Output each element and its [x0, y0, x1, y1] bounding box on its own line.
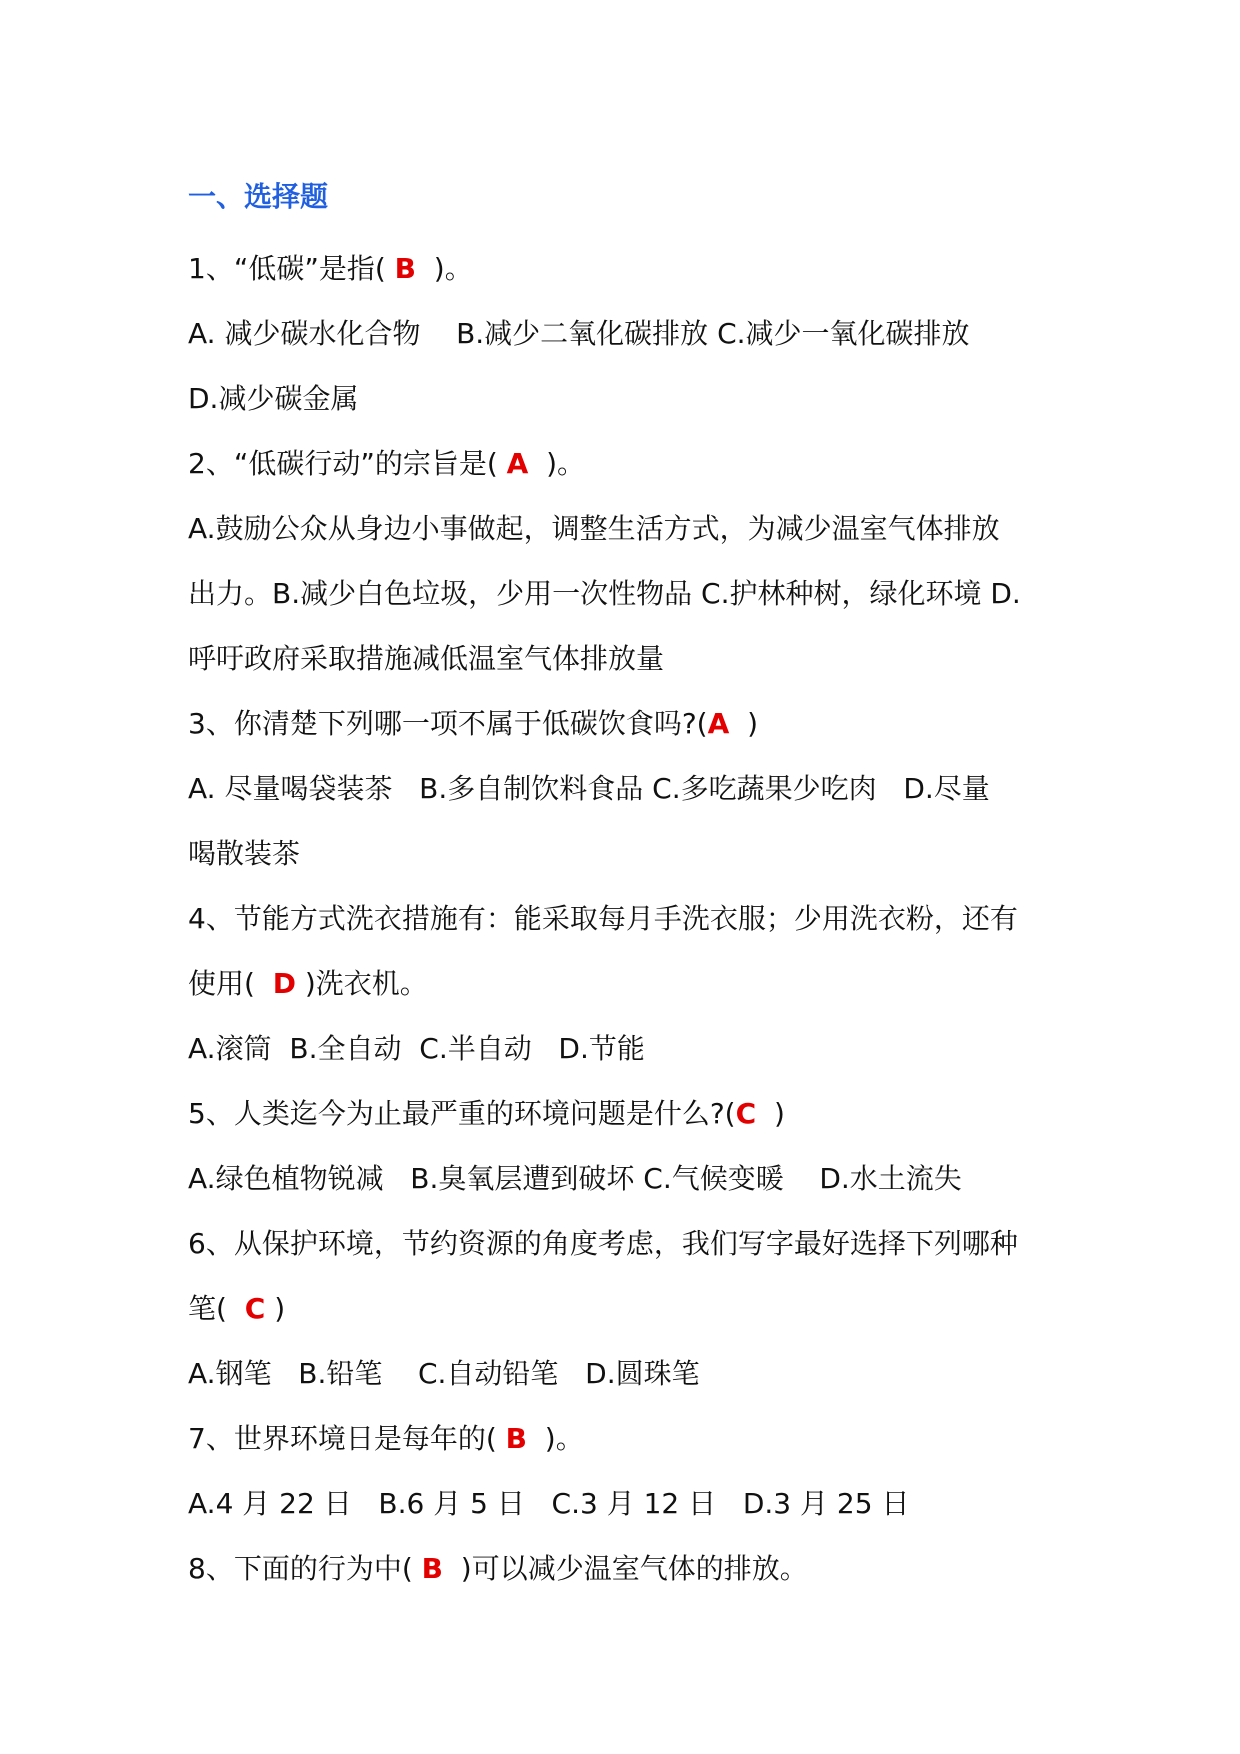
question-stem [188, 886, 1088, 951]
document-page [188, 172, 1088, 1601]
question-stem [188, 236, 1088, 301]
answer-letter: B [421, 1552, 443, 1585]
option-line: A.鼓励公众从身边小事做起，调整生活方式，为减少温室气体排放 [188, 512, 1000, 545]
option-line: 出力。B.减少白色垃圾，少用一次性物品 C.护林种树，绿化环境 D. [188, 577, 1021, 610]
option-line: A. 减少碳水化合物 B.减少二氧化碳排放 C.减少一氧化碳排放 [188, 317, 970, 350]
question-text: 笔( [188, 1292, 245, 1325]
answer-letter: D [272, 967, 296, 1000]
question-stem [188, 1276, 1088, 1341]
question-text: 8、下面的行为中( [188, 1552, 422, 1585]
question-text-end: )可以减少温室气体的排放。 [442, 1552, 808, 1585]
question-stem [188, 691, 1088, 756]
question-text-end: )洗衣机。 [295, 967, 428, 1000]
question-stem [188, 1211, 1088, 1276]
answer-letter: C [735, 1097, 757, 1130]
question-stem [188, 1536, 1088, 1601]
question-stem [188, 951, 1088, 1016]
option-line: A. 尽量喝袋装茶 B.多自制饮料食品 C.多吃蔬果少吃肉 D.尽量 [188, 772, 990, 805]
question-text: 1、“低碳”是指( [188, 252, 395, 285]
option-line: A.绿色植物锐减 B.臭氧层遭到破坏 C.气候变暖 D.水土流失 [188, 1162, 962, 1195]
option-line: A.滚筒 B.全自动 C.半自动 D.节能 [188, 1032, 645, 1065]
question-text: 3、你清楚下列哪一项不属于低碳饮食吗?( [188, 707, 708, 740]
question-text-end: )。 [416, 252, 473, 285]
question-text: 5、人类迄今为止最严重的环境问题是什么?( [188, 1097, 736, 1130]
option-line: A.4 月 22 日 B.6 月 5 日 C.3 月 12 日 D.3 月 25 日 [188, 1487, 910, 1520]
question-text-end: ) [756, 1097, 785, 1130]
question-text: 使用( [188, 967, 273, 1000]
question-text-end: )。 [528, 447, 586, 480]
question-text-end: ) [729, 707, 759, 740]
answer-letter: C [244, 1292, 266, 1325]
question-text-end: ) [265, 1292, 286, 1325]
question-text: 4、节能方式洗衣措施有：能采取每月手洗衣服；少用洗衣粉，还有 [188, 902, 1018, 935]
question-stem [188, 1081, 1088, 1146]
option-line: A.钢笔 B.铅笔 C.自动铅笔 D.圆珠笔 [188, 1357, 700, 1390]
question-text: 6、从保护环境，节约资源的角度考虑，我们写字最好选择下列哪种 [188, 1227, 1018, 1260]
section-title: 一、选择题 [188, 180, 329, 213]
question-stem [188, 431, 1088, 496]
question-list [188, 236, 1088, 1601]
question-text-end: )。 [526, 1422, 584, 1455]
question-text: 7、世界环境日是每年的( [188, 1422, 506, 1455]
answer-letter: B [394, 252, 416, 285]
option-line: D.减少碳金属 [188, 382, 359, 415]
answer-letter: B [505, 1422, 527, 1455]
question-text: 2、“低碳行动”的宗旨是( [188, 447, 507, 480]
answer-letter: A [506, 447, 529, 480]
question-stem [188, 1406, 1088, 1471]
option-line: 喝散装茶 [188, 837, 301, 870]
option-line: 呼吁政府采取措施减低温室气体排放量 [188, 642, 665, 675]
answer-letter: A [707, 707, 730, 740]
